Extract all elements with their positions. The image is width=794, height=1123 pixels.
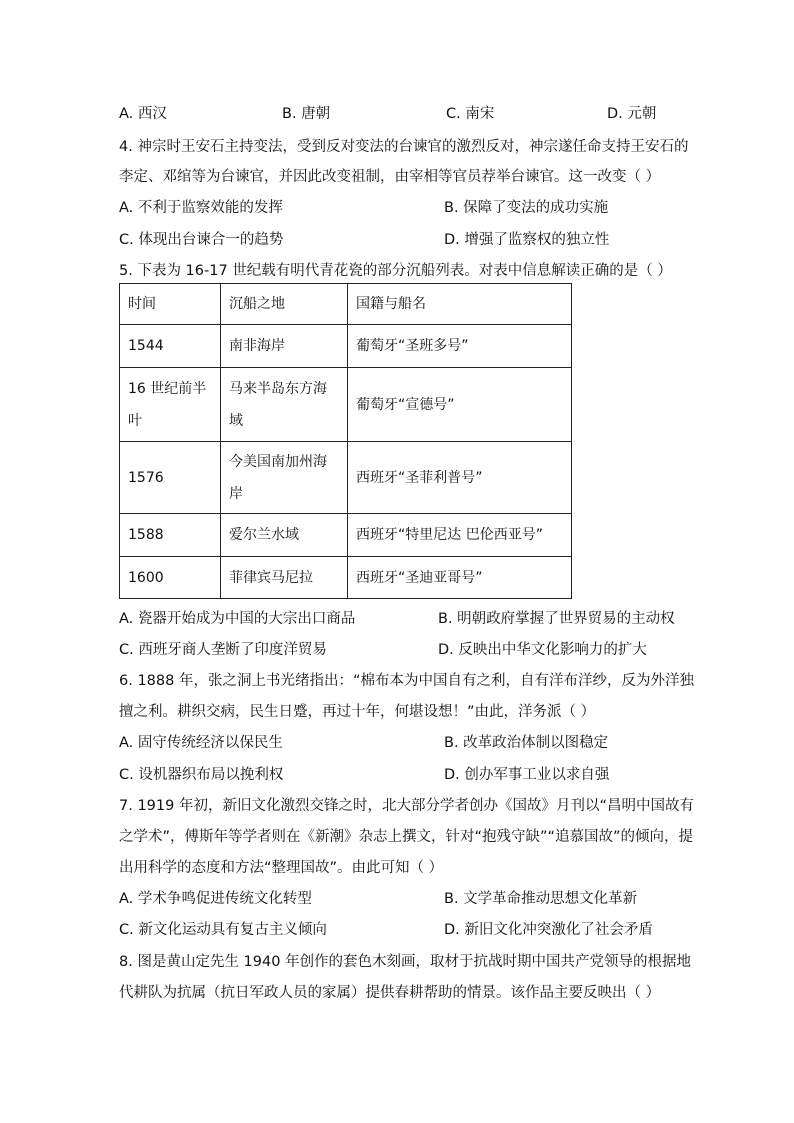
q7-stem-line2: 之学术”，傅斯年等学者则在《新潮》杂志上撰文，针对“抱残守缺”“追慕国故”的倾向，提 (119, 829, 694, 845)
q7-stem-line1: 7. 1919 年初，新旧文化激烈交锋之时，北大部分学者创办《国故》月刊以“昌明中国故有 (119, 798, 694, 814)
table-cell: 南非海岸 (221, 325, 348, 368)
table-header-cell: 国籍与船名 (348, 284, 572, 325)
table-cell: 葡萄牙“宣德号” (348, 368, 572, 442)
q5-option-c: C. 西班牙商人垄断了印度洋贸易 (119, 642, 327, 658)
q7-option-b: B. 文学革命推动思想文化革新 (444, 891, 638, 907)
table-row (120, 557, 572, 599)
q7-option-d: D. 新旧文化冲突激化了社会矛盾 (444, 922, 653, 938)
table-cell: 1576 (120, 442, 221, 514)
q6-stem-line1: 6. 1888 年，张之洞上书光绪指出：“棉布本为中国自有之利，自有洋布洋纱，反为外洋独 (119, 673, 694, 689)
q3-option-d: D. 元朝 (607, 106, 657, 122)
table-cell: 16 世纪前半叶 (120, 368, 221, 442)
q4-option-c: C. 体现出台谏合一的趋势 (119, 232, 284, 248)
shipwreck-table (119, 283, 572, 599)
table-cell: 西班牙“圣菲利普号” (348, 442, 572, 514)
table-cell: 西班牙“圣迪亚哥号” (348, 557, 572, 599)
q6-option-d: D. 创办军事工业以求自强 (444, 767, 610, 783)
table-cell: 菲律宾马尼拉 (221, 557, 348, 599)
q5-option-a: A. 瓷器开始成为中国的大宗出口商品 (119, 611, 356, 627)
q3-option-a: A. 西汉 (119, 106, 167, 122)
table-row (120, 514, 572, 557)
table-cell: 1544 (120, 325, 221, 368)
q4-option-d: D. 增强了监察权的独立性 (444, 232, 610, 248)
q7-stem-line3: 出用科学的态度和方法“整理国故”。由此可知（ ） (119, 860, 444, 876)
table-header-row (120, 284, 572, 325)
table-cell: 今美国南加州海岸 (221, 442, 348, 514)
q6-option-c: C. 设机器织布局以挽利权 (119, 767, 284, 783)
q3-option-c: C. 南宋 (446, 106, 495, 122)
q4-option-b: B. 保障了变法的成功实施 (444, 200, 609, 216)
table-row (120, 442, 572, 514)
q6-stem-line2: 擅之利。耕织交病，民生日蹙，再过十年，何堪设想！”由此，洋务派（ ） (119, 704, 596, 720)
q3-option-b: B. 唐朝 (282, 106, 331, 122)
table-header-cell: 时间 (120, 284, 221, 325)
table-header-cell: 沉船之地 (221, 284, 348, 325)
q6-option-a: A. 固守传统经济以保民生 (119, 735, 283, 751)
table-cell: 1600 (120, 557, 221, 599)
q7-option-c: C. 新文化运动具有复古主义倾向 (119, 922, 327, 938)
table-cell: 西班牙“特里尼达 巴伦西亚号” (348, 514, 572, 557)
q8-stem-line2: 代耕队为抗属（抗日军政人员的家属）提供春耕帮助的情景。该作品主要反映出（ ） (119, 985, 661, 1001)
q5-option-b: B. 明朝政府掌握了世界贸易的主动权 (438, 611, 675, 627)
table-cell: 马来半岛东方海域 (221, 368, 348, 442)
table-row (120, 368, 572, 442)
table-cell: 爱尔兰水域 (221, 514, 348, 557)
q8-stem-line1: 8. 图是黄山定先生 1940 年创作的套色木刻画，取材于抗战时期中国共产党领导的根据地 (119, 954, 692, 970)
q5-option-d: D. 反映出中华文化影响力的扩大 (438, 642, 647, 658)
q4-stem-line1: 4. 神宗时王安石主持变法，受到反对变法的台谏官的激烈反对，神宗遂任命支持王安石的 (119, 139, 689, 155)
table-row (120, 325, 572, 368)
q7-option-a: A. 学术争鸣促进传统文化转型 (119, 891, 312, 907)
table-cell: 1588 (120, 514, 221, 557)
q6-option-b: B. 改革政治体制以图稳定 (444, 735, 609, 751)
table-cell: 葡萄牙“圣班多号” (348, 325, 572, 368)
q4-option-a: A. 不利于监察效能的发挥 (119, 200, 283, 216)
q5-stem-line1: 5. 下表为 16-17 世纪载有明代青花瓷的部分沉船列表。对表中信息解读正确的是（ ） (119, 263, 672, 279)
q4-stem-line2: 李定、邓绾等为台谏官，并因此改变祖制，由宰相等官员荐举台谏官。这一改变（ ） (119, 169, 661, 185)
